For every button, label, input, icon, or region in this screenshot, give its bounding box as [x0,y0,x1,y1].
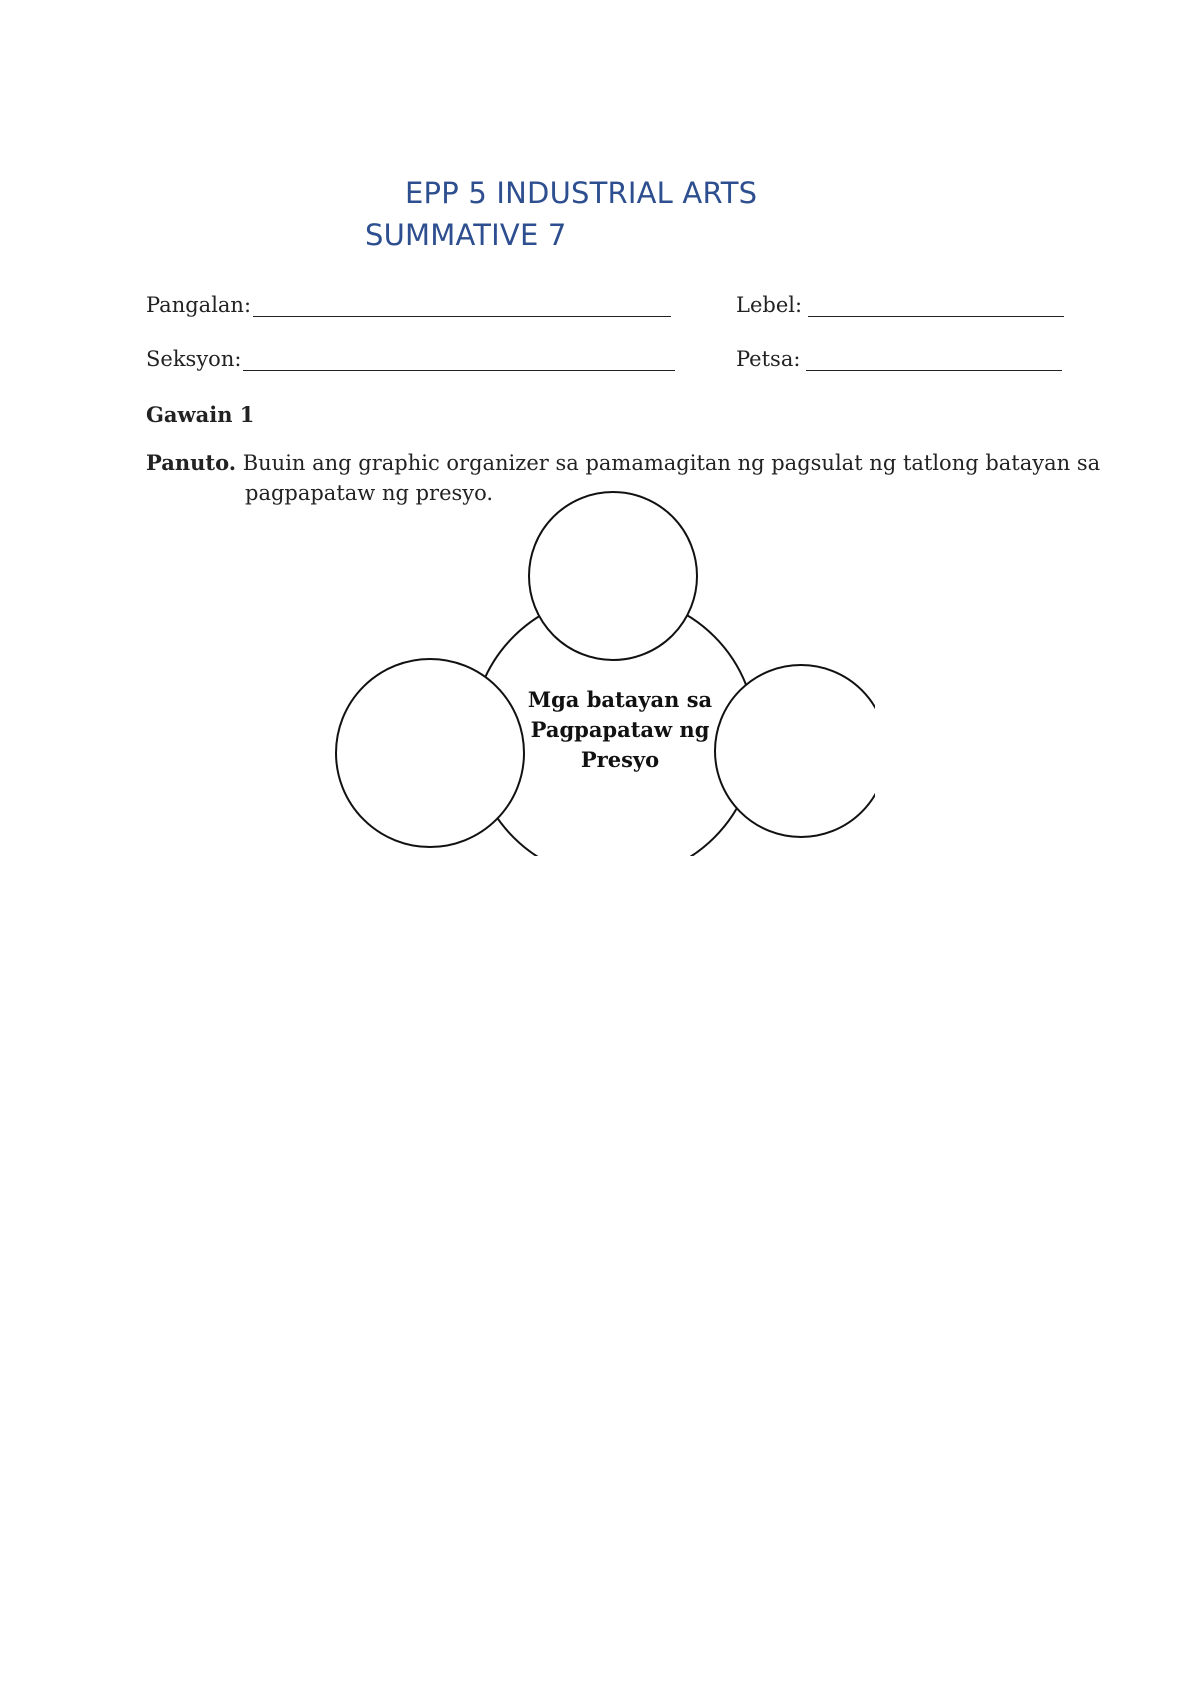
page-subtitle: SUMMATIVE 7 [365,218,567,252]
left-circle[interactable] [336,659,524,847]
instruction-continuation: pagpapataw ng presyo. [245,481,494,505]
petsa-blank-line[interactable] [806,350,1062,371]
instruction-line [146,450,1100,475]
activity-heading: Gawain 1 [146,402,255,427]
pangalan-label: Pangalan: [146,293,252,317]
seksyon-field[interactable] [146,347,675,371]
center-label-line-1: Mga batayan sa [527,687,713,712]
center-label-line-3: Presyo [580,747,660,772]
top-circle[interactable] [529,492,697,660]
center-circle-label [500,685,740,775]
lebel-field[interactable] [736,293,1064,317]
pangalan-blank-line[interactable] [253,296,671,317]
petsa-field[interactable] [736,347,1062,371]
lebel-label: Lebel: [736,293,803,317]
petsa-label: Petsa: [736,347,801,371]
lebel-blank-line[interactable] [808,296,1064,317]
page-title: EPP 5 INDUSTRIAL ARTS [405,176,758,210]
center-label-line-2: Pagpapataw ng [530,717,710,742]
seksyon-label: Seksyon: [146,347,242,371]
instruction-text: Buuin ang graphic organizer sa pamamagitan ng pagsulat ng tatlong batayan sa [236,451,1101,475]
graphic-organizer [330,490,875,860]
pangalan-field[interactable] [146,293,671,317]
instruction-bold-label: Panuto. [146,450,237,475]
seksyon-blank-line[interactable] [243,350,675,371]
